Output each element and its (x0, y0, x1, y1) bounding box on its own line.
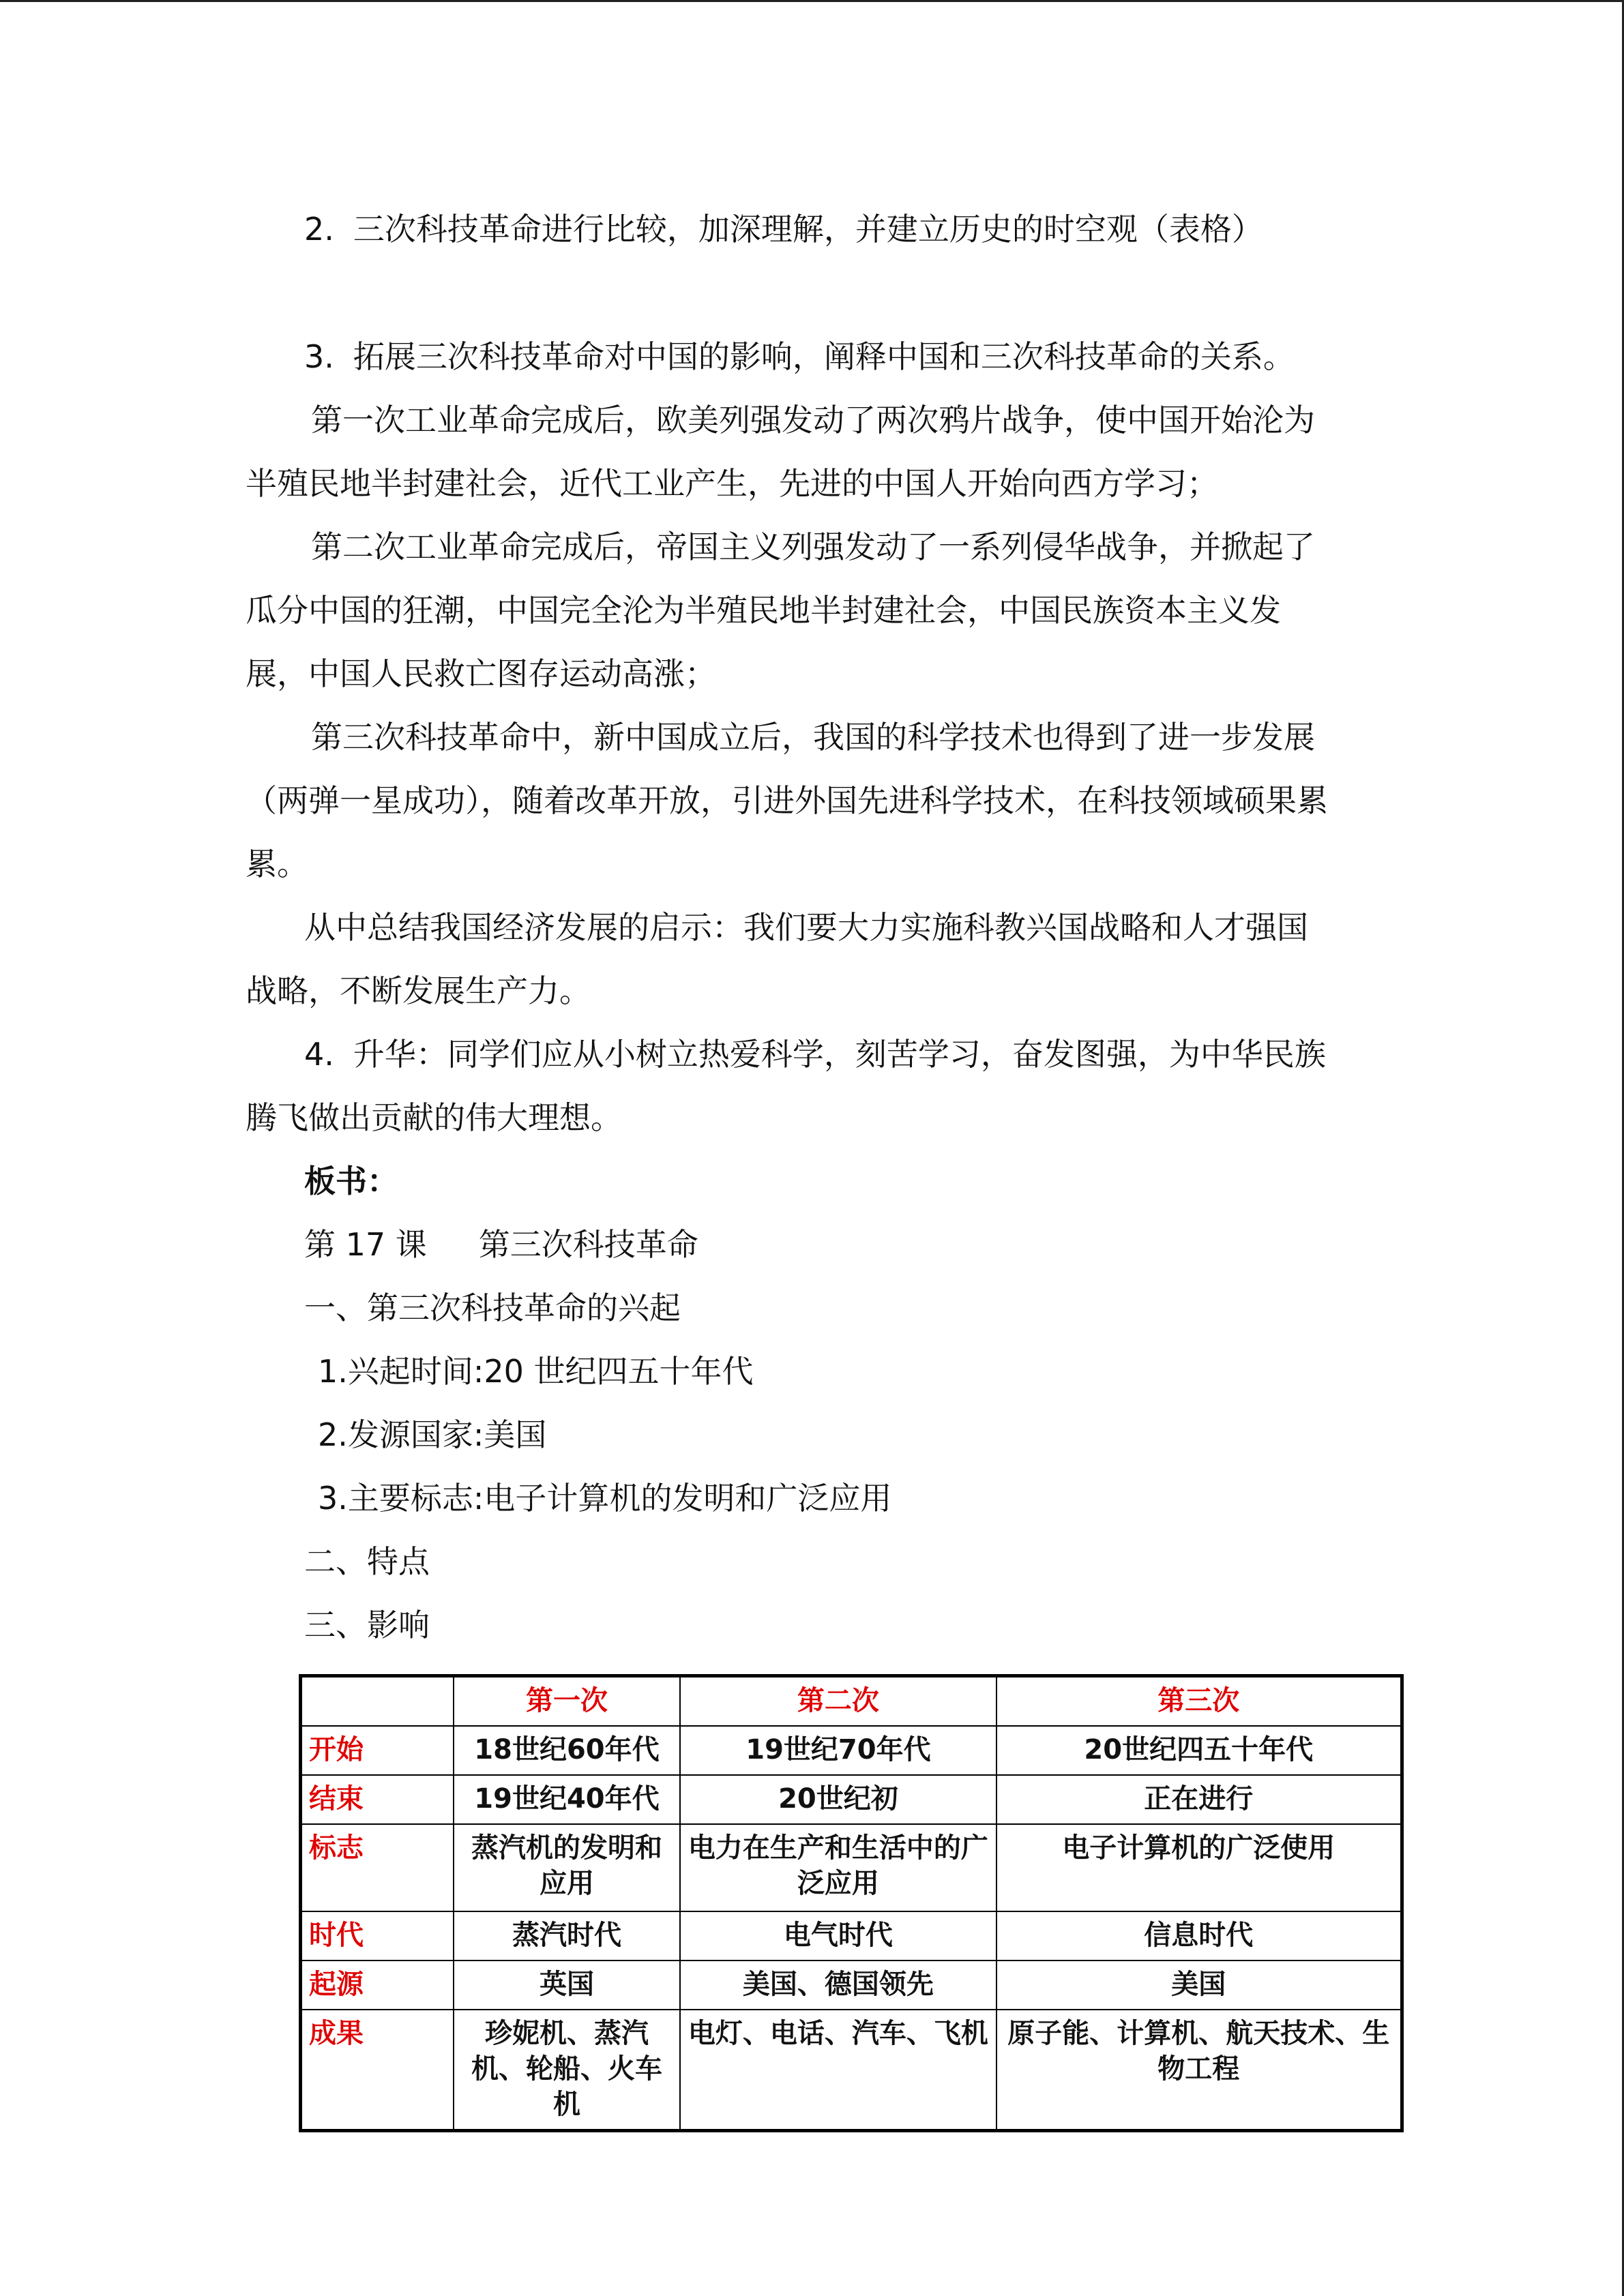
paragraph-line: 瓜分中国的狂潮，中国完全沦为半殖民地半封建社会，中国民族资本主义发 (246, 592, 1281, 629)
comparison-table (299, 1674, 1404, 2132)
lesson-name: 第三次科技革命 (478, 1226, 698, 1263)
table-cell: 20世纪初 (680, 1775, 996, 1824)
table-cell: 电力在生产和生活中的广泛应用 (680, 1824, 996, 1911)
paragraph-line: 第三次科技革命中，新中国成立后，我国的科学技术也得到了进一步发展 (311, 719, 1315, 756)
table-cell: 电气时代 (680, 1911, 996, 1960)
table-cell: 美国、德国领先 (680, 1960, 996, 2010)
row-header: 起源 (301, 1960, 454, 2010)
paragraph-line: 半殖民地半封建社会，近代工业产生，先进的中国人开始向西方学习； (246, 465, 1218, 502)
table-cell: 英国 (454, 1960, 681, 2010)
document-body (246, 198, 1391, 1657)
outline-part-1: 一、第三次科技革命的兴起 (304, 1289, 681, 1326)
paragraph-line: 第二次工业革命完成后，帝国主义列强发动了一系列侵华战争，并掀起了 (311, 528, 1315, 565)
table-cell: 正在进行 (996, 1775, 1402, 1824)
item-4 (246, 1023, 1391, 1086)
table-cell: 电灯、电话、汽车、飞机 (680, 2010, 996, 2131)
paragraph-line: （两弹一星成功），随着改革开放，引进外国先进科学技术，在科技领域硕果累 (246, 782, 1328, 819)
table-cell: 蒸汽机的发明和应用 (454, 1824, 681, 1911)
item-text: 升华：同学们应从小树立热爱科学，刻苦学习，奋发图强，为中华民族 (353, 1036, 1326, 1073)
column-header: 第三次 (996, 1676, 1402, 1727)
paragraph-line: 腾飞做出贡献的伟大理想。 (246, 1099, 622, 1136)
item-text: 三次科技革命进行比较，加深理解，并建立历史的时空观（表格） (353, 211, 1263, 248)
table-cell: 19世纪70年代 (680, 1726, 996, 1775)
table-cell: 20世纪四五十年代 (996, 1726, 1402, 1775)
table-cell: 电子计算机的广泛使用 (996, 1824, 1402, 1911)
table-cell: 珍妮机、蒸汽机、轮船、火车机 (454, 2010, 681, 2131)
row-header: 成果 (301, 2010, 454, 2131)
lesson-number: 第 17 课 (304, 1226, 427, 1263)
row-header: 结束 (301, 1775, 454, 1824)
table-header-row (301, 1676, 1402, 1727)
table-cell: 美国 (996, 1960, 1402, 2010)
paragraph-line: 从中总结我国经济发展的启示：我们要大力实施科教兴国战略和人才强国 (304, 909, 1308, 946)
outline-part-2: 二、特点 (304, 1543, 430, 1580)
item-number: 3. (304, 338, 334, 375)
row-header: 时代 (301, 1911, 454, 1960)
outline-part-3: 三、影响 (304, 1607, 430, 1643)
lesson-title (246, 1213, 1391, 1277)
table-cell: 18世纪60年代 (454, 1726, 681, 1775)
item-2 (246, 198, 1391, 261)
table-row (301, 1775, 1402, 1824)
item-text: 拓展三次科技革命对中国的影响，阐释中国和三次科技革命的关系。 (353, 338, 1295, 375)
table-row (301, 1911, 1402, 1960)
table-cell: 蒸汽时代 (454, 1911, 681, 1960)
table-cell: 原子能、计算机、航天技术、生物工程 (996, 2010, 1402, 2131)
outline-item: 3.主要标志:电子计算机的发明和广泛应用 (318, 1480, 892, 1517)
paragraph-line: 战略，不断发展生产力。 (246, 972, 591, 1009)
table-row (301, 2010, 1402, 2131)
item-number: 2. (304, 211, 334, 248)
table-corner-cell (301, 1676, 454, 1727)
column-header: 第一次 (454, 1676, 681, 1727)
row-header: 标志 (301, 1824, 454, 1911)
table-cell: 19世纪40年代 (454, 1775, 681, 1824)
board-heading: 板书： (304, 1163, 398, 1199)
paragraph-line: 展，中国人民救亡图存运动高涨； (246, 655, 716, 692)
outline-item: 2.发源国家:美国 (318, 1416, 547, 1453)
table-row (301, 1726, 1402, 1775)
table-cell: 信息时代 (996, 1911, 1402, 1960)
paragraph-line: 累。 (246, 846, 308, 882)
table-row (301, 1960, 1402, 2010)
row-header: 开始 (301, 1726, 454, 1775)
paragraph-line: 第一次工业革命完成后，欧美列强发动了两次鸦片战争，使中国开始沦为 (311, 402, 1315, 438)
outline-item: 1.兴起时间:20 世纪四五十年代 (318, 1353, 754, 1390)
table-row (301, 1824, 1402, 1911)
item-number: 4. (304, 1036, 334, 1073)
column-header: 第二次 (680, 1676, 996, 1727)
item-3 (246, 325, 1391, 389)
